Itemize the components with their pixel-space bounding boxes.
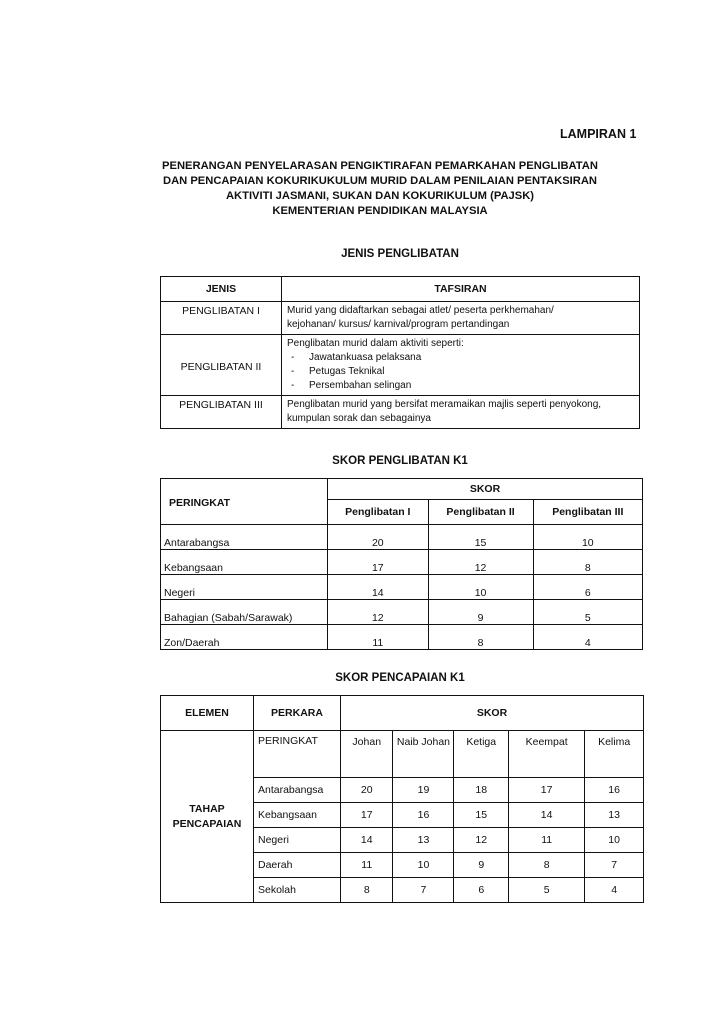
score-cell: 14 — [509, 803, 585, 828]
col-header-naib-johan: Naib Johan — [393, 731, 454, 778]
score-cell: 10 — [428, 575, 533, 600]
score-cell: 6 — [533, 575, 642, 600]
level-cell: Antarabangsa — [254, 778, 341, 803]
peringkat-label: PERINGKAT — [254, 731, 341, 778]
tafsiran-list — [287, 351, 634, 393]
score-cell: 13 — [393, 828, 454, 853]
heading-line: DAN PENCAPAIAN KOKURIKUKULUM MURID DALAM PENILAIAN PENTAKSIRAN — [162, 175, 598, 187]
tafsiran-cell — [282, 302, 640, 335]
col-header-penglibatan-1: Penglibatan I — [328, 500, 429, 525]
level-cell: Daerah — [254, 853, 341, 878]
score-cell: 20 — [341, 778, 393, 803]
col-header-kelima: Kelima — [585, 731, 644, 778]
score-cell: 11 — [341, 853, 393, 878]
level-cell: Kebangsaan — [161, 550, 328, 575]
score-cell: 6 — [454, 878, 509, 903]
score-cell: 7 — [585, 853, 644, 878]
score-cell: 12 — [428, 550, 533, 575]
tafsiran-line: Penglibatan murid dalam aktiviti seperti: — [287, 338, 464, 349]
heading-line: KEMENTERIAN PENDIDIKAN MALAYSIA — [272, 205, 488, 217]
tafsiran-line: kejohanan/ kursus/ karnival/program pertandingan — [287, 319, 510, 330]
jenis-cell: PENGLIBATAN III — [161, 396, 282, 429]
heading-line: AKTIVITI JASMANI, SUKAN DAN KOKURIKULUM (PAJSK) — [225, 190, 535, 202]
level-cell: Sekolah — [254, 878, 341, 903]
elemen-line: TAHAP — [189, 802, 225, 815]
col-header-johan: Johan — [341, 731, 393, 778]
score-cell: 12 — [454, 828, 509, 853]
tafsiran-cell — [282, 396, 640, 429]
skor-pencapaian-table — [160, 695, 644, 903]
table-row — [161, 625, 643, 650]
score-cell: 20 — [328, 525, 429, 550]
score-cell: 12 — [328, 600, 429, 625]
score-cell: 8 — [428, 625, 533, 650]
score-cell: 9 — [454, 853, 509, 878]
tafsiran-line: Murid yang didaftarkan sebagai atlet/ peserta perkhemahan/ — [287, 305, 554, 316]
section-title-skor-pencapaian: SKOR PENCAPAIAN K1 — [335, 672, 465, 684]
col-header-peringkat: PERINGKAT — [161, 479, 328, 525]
col-header-tafsiran: TAFSIRAN — [282, 277, 640, 302]
score-cell: 9 — [428, 600, 533, 625]
tafsiran-cell — [282, 335, 640, 396]
table-subheader-row — [161, 731, 644, 778]
score-cell: 17 — [341, 803, 393, 828]
score-cell: 18 — [454, 778, 509, 803]
score-cell: 10 — [393, 853, 454, 878]
score-cell: 8 — [341, 878, 393, 903]
table-row — [161, 600, 643, 625]
score-cell: 5 — [509, 878, 585, 903]
table-row — [161, 525, 643, 550]
col-header-skor: SKOR — [328, 479, 643, 500]
table-row — [161, 550, 643, 575]
list-item: - Persembahan selingan — [309, 379, 634, 393]
col-header-penglibatan-3: Penglibatan III — [533, 500, 642, 525]
score-cell: 16 — [393, 803, 454, 828]
col-header-ketiga: Ketiga — [454, 731, 509, 778]
document-heading — [120, 159, 640, 219]
table-row — [161, 396, 640, 429]
score-cell: 17 — [328, 550, 429, 575]
score-cell: 8 — [533, 550, 642, 575]
table-header-row — [161, 696, 644, 731]
tafsiran-line: kumpulan sorak dan sebagainya — [287, 413, 431, 424]
elemen-line: PENCAPAIAN — [172, 817, 242, 830]
jenis-penglibatan-table — [160, 276, 640, 429]
score-cell: 14 — [341, 828, 393, 853]
section-title-jenis-penglibatan: JENIS PENGLIBATAN — [341, 248, 459, 260]
table-row — [161, 302, 640, 335]
level-cell: Kebangsaan — [254, 803, 341, 828]
level-cell: Antarabangsa — [161, 525, 328, 550]
col-header-skor: SKOR — [341, 696, 644, 731]
jenis-cell: PENGLIBATAN II — [161, 335, 282, 396]
score-cell: 11 — [509, 828, 585, 853]
score-cell: 5 — [533, 600, 642, 625]
score-cell: 10 — [585, 828, 644, 853]
score-cell: 15 — [454, 803, 509, 828]
score-cell: 14 — [328, 575, 429, 600]
skor-penglibatan-table — [160, 478, 643, 650]
elemen-cell — [161, 731, 254, 903]
score-cell: 11 — [328, 625, 429, 650]
table-row — [161, 335, 640, 396]
score-cell: 8 — [509, 853, 585, 878]
lampiran-label: LAMPIRAN 1 — [560, 127, 637, 141]
table-header-row — [161, 277, 640, 302]
section-title-skor-penglibatan: SKOR PENGLIBATAN K1 — [332, 455, 468, 467]
heading-line: PENERANGAN PENYELARASAN PENGIKTIRAFAN PEMARKAHAN PENGLIBATAN — [162, 160, 598, 172]
level-cell: Negeri — [161, 575, 328, 600]
score-cell: 4 — [533, 625, 642, 650]
col-header-penglibatan-2: Penglibatan II — [428, 500, 533, 525]
table-header-row — [161, 479, 643, 500]
col-header-perkara: PERKARA — [254, 696, 341, 731]
score-cell: 19 — [393, 778, 454, 803]
score-cell: 17 — [509, 778, 585, 803]
col-header-jenis: JENIS — [161, 277, 282, 302]
jenis-cell: PENGLIBATAN I — [161, 302, 282, 335]
col-header-keempat: Keempat — [509, 731, 585, 778]
score-cell: 13 — [585, 803, 644, 828]
level-cell: Negeri — [254, 828, 341, 853]
score-cell: 10 — [533, 525, 642, 550]
tafsiran-line: Penglibatan murid yang bersifat meramaikan majlis seperti penyokong, — [287, 399, 602, 410]
score-cell: 15 — [428, 525, 533, 550]
col-header-elemen: ELEMEN — [161, 696, 254, 731]
score-cell: 16 — [585, 778, 644, 803]
score-cell: 4 — [585, 878, 644, 903]
list-item: - Jawatankuasa pelaksana — [309, 351, 634, 365]
list-item: - Petugas Teknikal — [309, 365, 634, 379]
table-row — [161, 575, 643, 600]
score-cell: 7 — [393, 878, 454, 903]
level-cell: Zon/Daerah — [161, 625, 328, 650]
level-cell: Bahagian (Sabah/Sarawak) — [161, 600, 328, 625]
